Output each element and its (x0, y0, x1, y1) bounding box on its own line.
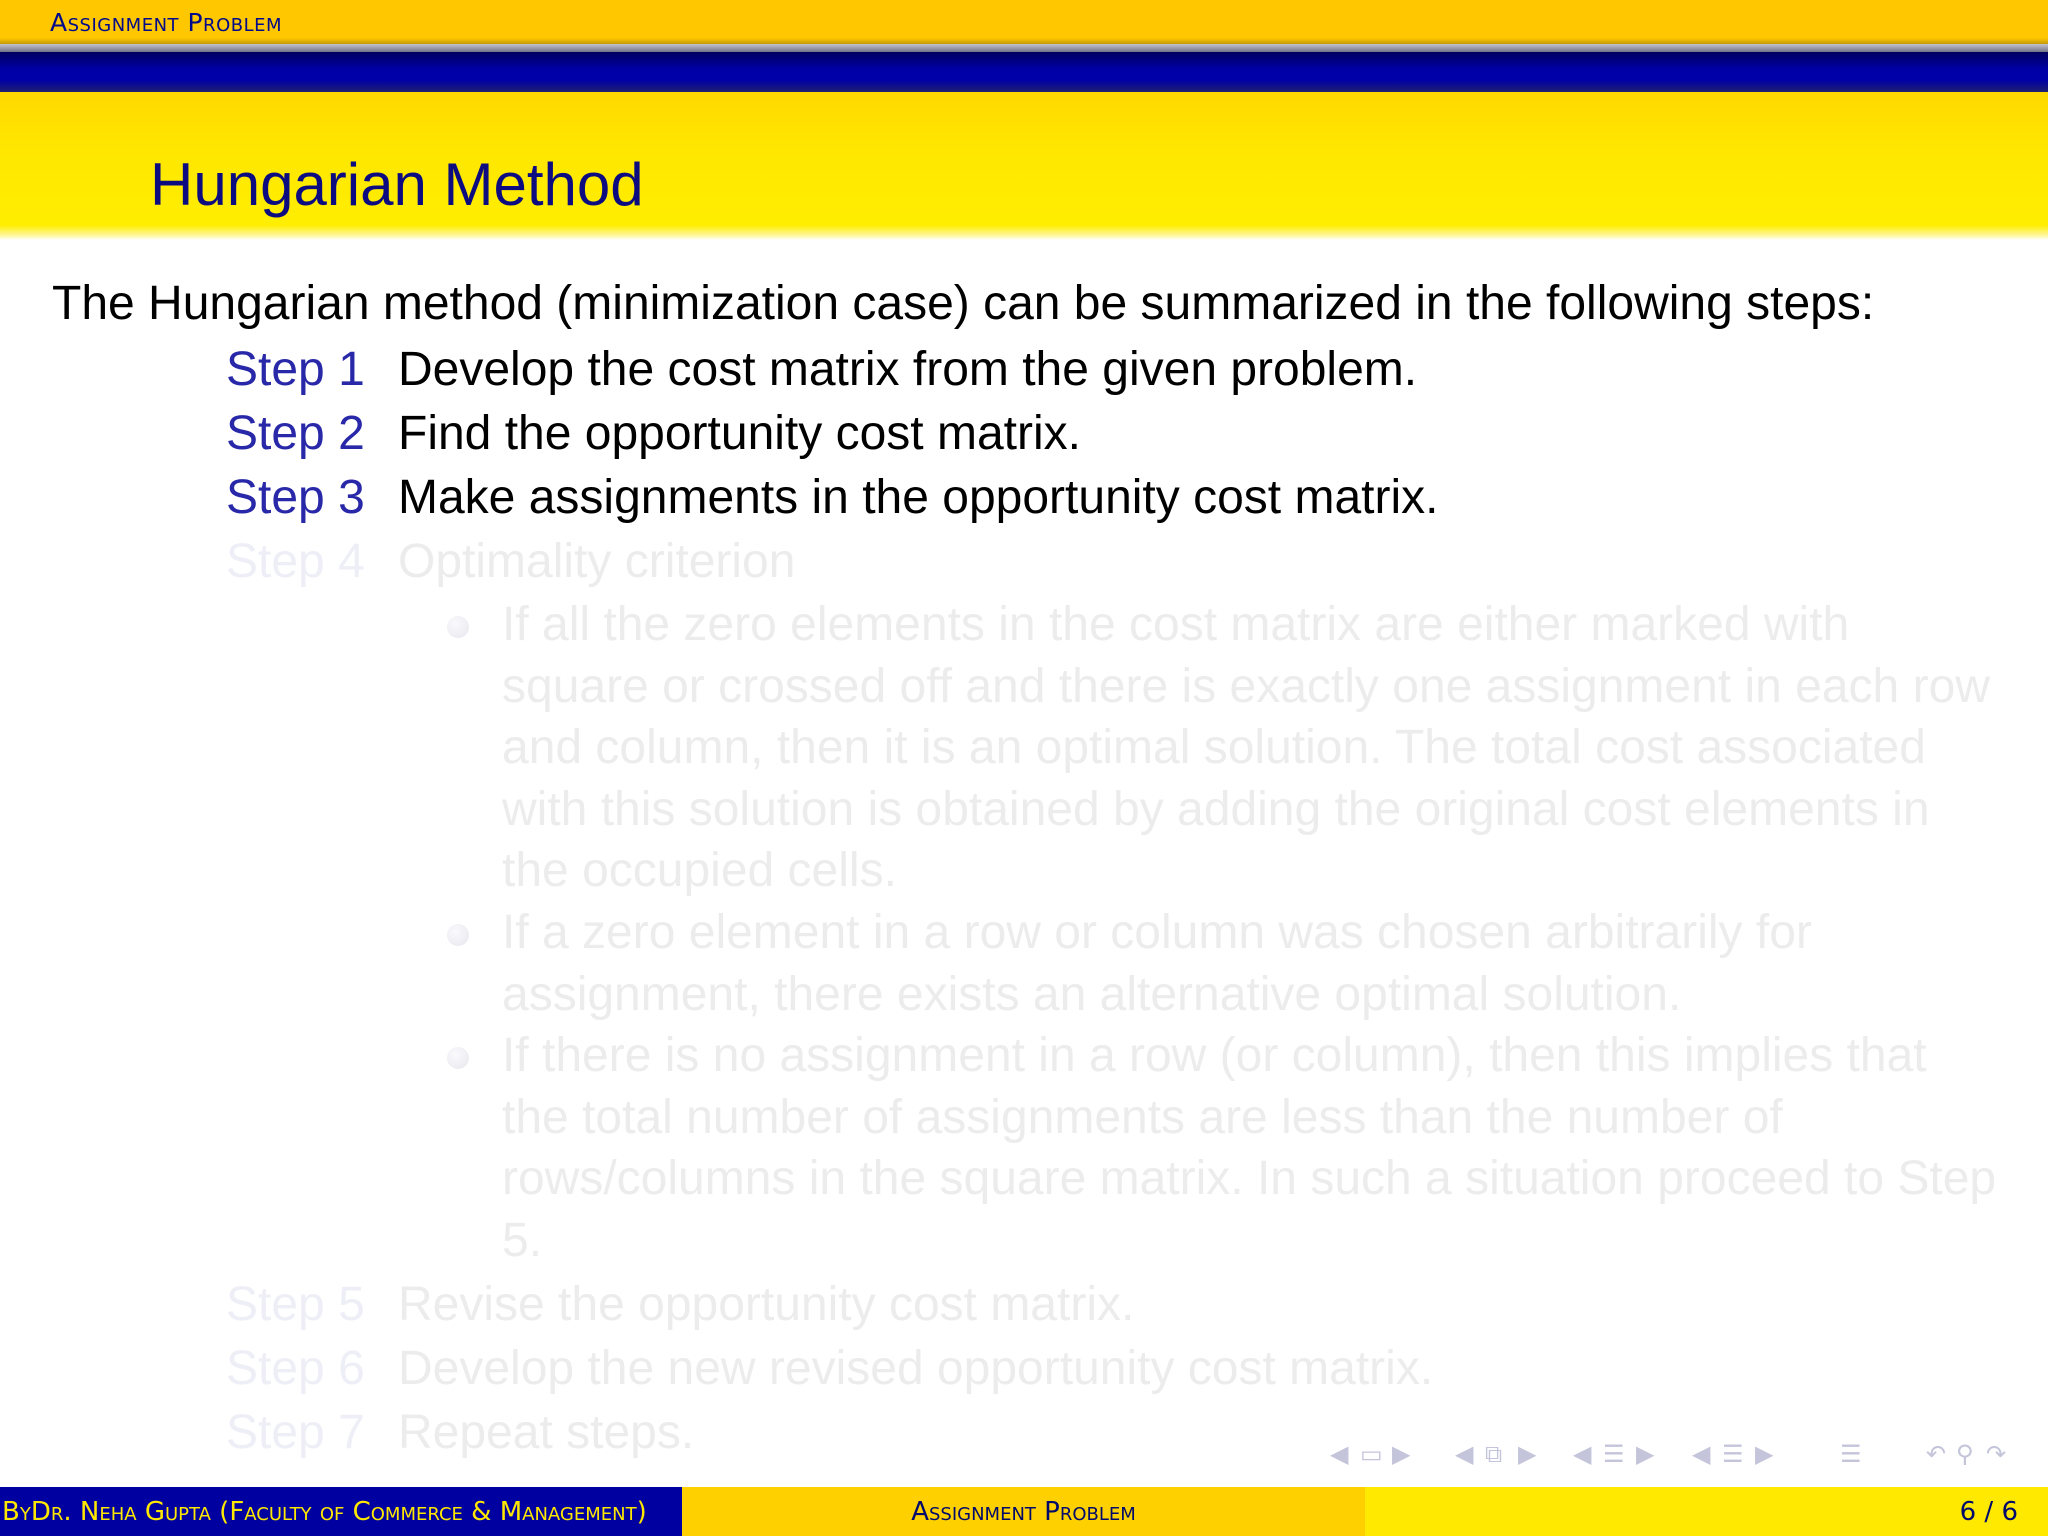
intro-text: The Hungarian method (minimization case) can be summarized in the following steps: (52, 277, 1875, 330)
nav-appendix-icon[interactable]: ☰ (1840, 1440, 1862, 1468)
nav-subsection-icon[interactable]: ⧉ (1485, 1440, 1503, 1468)
nav-next-section-icon[interactable]: ▶ (1636, 1440, 1655, 1468)
footer-title[interactable]: Assignment Problem (911, 1497, 1136, 1527)
bullet-text: If all the zero elements in the cost matrix are either marked with square or crossed off and there is exactly one assignment in each row and column, then it is an optimal solution. The total cost associated with this solution is obtained by adding the original cost elements in the occupied cells. (502, 598, 1990, 897)
step-text: Develop the cost matrix from the given problem. (398, 343, 1418, 396)
step-text: Revise the opportunity cost matrix. (398, 1278, 1135, 1331)
step-label: Step 6 (226, 1342, 365, 1395)
nav-frame-icon[interactable]: ▭ (1360, 1440, 1383, 1468)
header-shadow (0, 38, 2048, 52)
step-label: Step 5 (226, 1278, 365, 1331)
step-text: Optimality criterion (398, 535, 796, 588)
nav-document-icon[interactable]: ☰ (1722, 1440, 1744, 1468)
step-label: Step 1 (226, 343, 365, 396)
footer-title-box (682, 1487, 1365, 1536)
nav-next-document-icon[interactable]: ▶ (1755, 1440, 1774, 1468)
step-label: Step 4 (226, 535, 365, 588)
bullet-text: If a zero element in a row or column was chosen arbitrarily for assignment, there exists an alternative optimal solution. (502, 906, 1812, 1021)
footer (0, 1487, 2048, 1536)
nav-prev-subsection-icon[interactable]: ◀ (1455, 1440, 1474, 1468)
step-label: Step 3 (226, 471, 365, 524)
bullet-icon (447, 616, 469, 638)
nav-search-icon[interactable]: ⚲ (1956, 1440, 1974, 1468)
nav-next-arrow-icon[interactable]: ▶ (1392, 1440, 1411, 1468)
footer-page-box (1365, 1487, 2048, 1536)
frame-title: Hungarian Method (150, 151, 644, 218)
step-text: Find the opportunity cost matrix. (398, 407, 1081, 460)
bullet-icon (447, 924, 469, 946)
bullet-icon (447, 1047, 469, 1069)
nav-prev-arrow-icon[interactable]: ◀ (1330, 1440, 1349, 1468)
footer-author[interactable]: ByDr. Neha Gupta (Faculty of Commerce & Management) (2, 1497, 647, 1527)
footer-author-box (0, 1487, 682, 1536)
step-label: Step 7 (226, 1406, 365, 1459)
step-text: Make assignments in the opportunity cost matrix. (398, 471, 1439, 524)
nav-prev-section-icon[interactable]: ◀ (1573, 1440, 1592, 1468)
nav-prev-document-icon[interactable]: ◀ (1692, 1440, 1711, 1468)
nav-forward-icon[interactable]: ↷ (1986, 1440, 2007, 1468)
step-text: Develop the new revised opportunity cost matrix. (398, 1342, 1434, 1395)
step-text: Repeat steps. (398, 1406, 695, 1459)
step-label: Step 2 (226, 407, 365, 460)
bullet-text: If there is no assignment in a row (or column), then this implies that the total number of assignments are less than the number of rows/columns in the square matrix. In such a situation proceed to Step 5. (502, 1029, 1997, 1267)
navigation-symbols (1330, 1440, 2030, 1474)
nav-next-subsection-icon[interactable]: ▶ (1518, 1440, 1537, 1468)
section-title[interactable]: Assignment Problem (50, 8, 283, 37)
header-blue-band (0, 52, 2048, 92)
nav-section-icon[interactable]: ☰ (1603, 1440, 1625, 1468)
nav-back-icon[interactable]: ↶ (1926, 1440, 1947, 1468)
page-number: 6 / 6 (1959, 1497, 2018, 1527)
